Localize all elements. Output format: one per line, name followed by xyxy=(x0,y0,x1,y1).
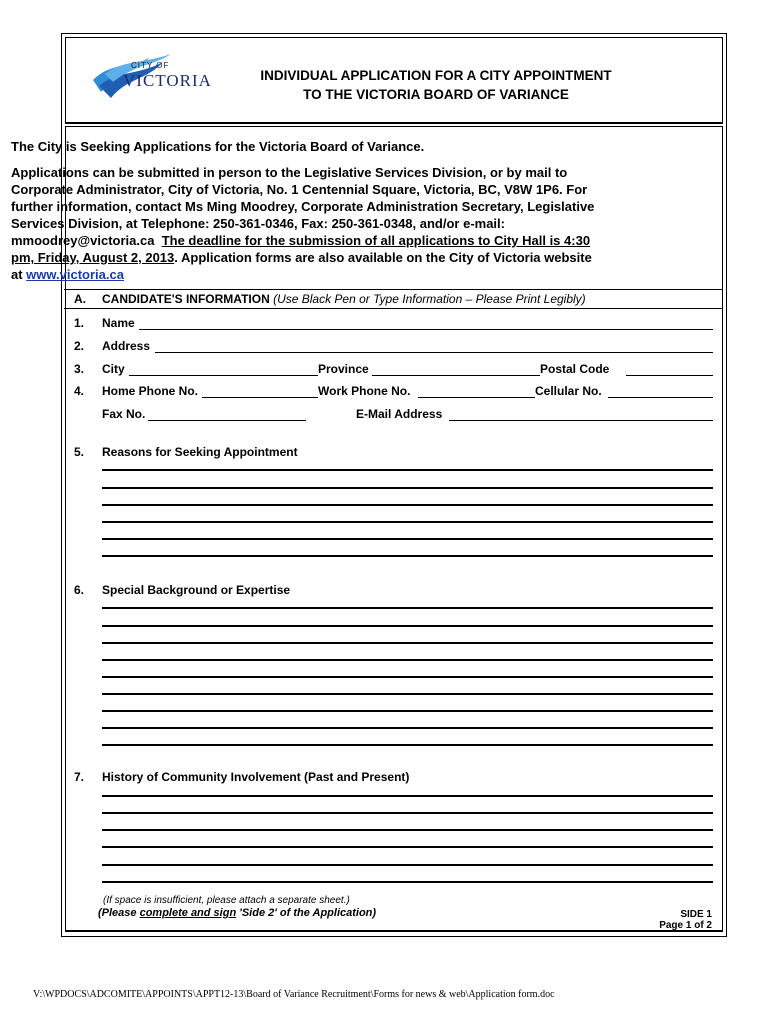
email-deadline-line xyxy=(11,232,653,249)
field-number-6: 6. xyxy=(74,583,85,597)
special-line-6[interactable] xyxy=(102,693,713,695)
fax-label: Fax No. xyxy=(102,407,146,421)
section-a-instruction: (Use Black Pen or Type Information – Please Print Legibly) xyxy=(273,292,586,306)
email-input-line[interactable] xyxy=(449,420,713,421)
history-line-1[interactable] xyxy=(102,795,713,797)
form-title xyxy=(216,66,656,104)
field-number-1: 1. xyxy=(74,316,85,330)
body-line-2: Corporate Administrator, City of Victoria, No. 1 Centennial Square, Victoria, BC, V8W 1P6. For xyxy=(11,182,588,197)
body-line-4: Services Division, at Telephone: 250-361-0346, Fax: 250-361-0348, and/or e-mail: xyxy=(11,216,505,231)
side2-text: 'Side 2' of the Application) xyxy=(236,907,377,919)
cellular-label: Cellular No. xyxy=(535,384,602,398)
deadline-text-1: The deadline for the submission of all applications to City Hall is 4:30 xyxy=(161,233,591,248)
deadline-text-2: pm, Friday, August 2, 2013 xyxy=(11,250,175,265)
special-line-4[interactable] xyxy=(102,659,713,661)
page-label: Page 1 of 2 xyxy=(659,920,712,931)
reasons-line-5[interactable] xyxy=(102,538,713,540)
reasons-line-4[interactable] xyxy=(102,521,713,523)
at-text: at xyxy=(11,267,27,282)
special-line-2[interactable] xyxy=(102,625,713,627)
province-input-line[interactable] xyxy=(372,375,540,376)
section-a-heading xyxy=(102,292,586,306)
email-label: E-Mail Address xyxy=(356,407,443,421)
city-input-line[interactable] xyxy=(129,375,318,376)
logo-city-of: CITY OF xyxy=(131,61,170,70)
field-number-3: 3. xyxy=(74,362,85,376)
special-line-5[interactable] xyxy=(102,676,713,678)
home-phone-input-line[interactable] xyxy=(202,397,318,398)
intro-text xyxy=(11,138,653,283)
section-a-letter: A. xyxy=(74,292,86,306)
special-line-3[interactable] xyxy=(102,642,713,644)
complete-sign-text: complete and sign xyxy=(139,907,237,919)
work-phone-label: Work Phone No. xyxy=(318,384,411,398)
contact-email[interactable]: mmoodrey@victoria.ca xyxy=(11,233,155,248)
postal-code-input-line[interactable] xyxy=(626,375,713,376)
province-label: Province xyxy=(318,362,369,376)
body-line-3: further information, contact Ms Ming Moodrey, Corporate Administration Secretary, Legislative xyxy=(11,199,595,214)
footer-file-path: V:\WPDOCS\ADCOMITE\APPOINTS\APPT12-13\Board of Variance Recruitment\Forms for news & web\Application form.doc xyxy=(33,989,555,1000)
logo-victoria: VICTORIA xyxy=(123,71,212,90)
address-input-line[interactable] xyxy=(155,352,713,353)
fax-input-line[interactable] xyxy=(148,420,306,421)
history-line-3[interactable] xyxy=(102,829,713,831)
address-label: Address xyxy=(102,339,151,353)
name-label: Name xyxy=(102,316,135,330)
form-header xyxy=(65,37,723,124)
history-line-2[interactable] xyxy=(102,812,713,814)
special-label: Special Background or Expertise xyxy=(102,583,291,597)
field-number-2: 2. xyxy=(74,339,85,353)
city-label: City xyxy=(102,362,125,376)
reasons-line-6[interactable] xyxy=(102,555,713,557)
website-line xyxy=(11,266,653,283)
title-line-1: INDIVIDUAL APPLICATION FOR A CITY APPOINTMENT xyxy=(260,68,612,83)
reasons-line-2[interactable] xyxy=(102,487,713,489)
complete-sign-note xyxy=(98,906,376,920)
home-phone-label: Home Phone No. xyxy=(102,384,199,398)
insufficient-note: (If space is insufficient, please attach a separate sheet.) xyxy=(103,895,350,906)
side-label: SIDE 1 xyxy=(680,909,712,920)
reasons-line-1[interactable] xyxy=(102,469,713,471)
special-line-7[interactable] xyxy=(102,710,713,712)
reasons-label: Reasons for Seeking Appointment xyxy=(102,445,298,459)
cellular-input-line[interactable] xyxy=(608,397,713,398)
history-line-5[interactable] xyxy=(102,864,713,866)
deadline-line-2 xyxy=(11,249,653,266)
body-line-1: Applications can be submitted in person to the Legislative Services Division, or by mail to xyxy=(11,165,568,180)
special-line-8[interactable] xyxy=(102,727,713,729)
website-link[interactable]: www.victoria.ca xyxy=(26,267,124,282)
seeking-text: The City is Seeking Applications for the Victoria Board of Variance. xyxy=(11,139,425,154)
special-line-1[interactable] xyxy=(102,607,713,609)
after-deadline-text: . Application forms are also available on the City of Victoria website xyxy=(174,250,592,265)
history-line-4[interactable] xyxy=(102,846,713,848)
field-number-7: 7. xyxy=(74,770,85,784)
field-number-4: 4. xyxy=(74,384,85,398)
section-a-title: CANDIDATE'S INFORMATION xyxy=(102,292,270,306)
work-phone-input-line[interactable] xyxy=(418,397,535,398)
reasons-line-3[interactable] xyxy=(102,504,713,506)
history-label: History of Community Involvement (Past and Present) xyxy=(102,770,410,784)
field-number-5: 5. xyxy=(74,445,85,459)
history-line-6[interactable] xyxy=(102,881,713,883)
city-logo xyxy=(91,52,216,112)
postal-code-label: Postal Code xyxy=(540,362,610,376)
please-text: (Please xyxy=(98,907,140,919)
special-line-9[interactable] xyxy=(102,744,713,746)
name-input-line[interactable] xyxy=(139,329,713,330)
title-line-2: TO THE VICTORIA BOARD OF VARIANCE xyxy=(303,87,569,102)
